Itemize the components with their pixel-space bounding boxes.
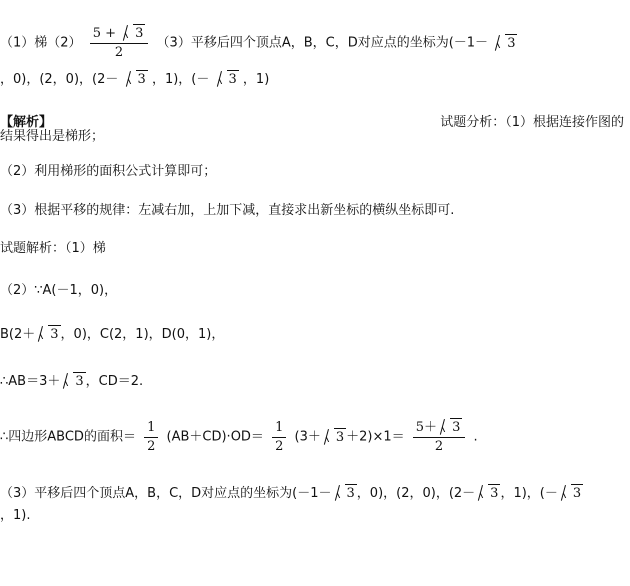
sqrt-3: 3 bbox=[62, 372, 85, 391]
sqrt-3: 3 bbox=[37, 325, 60, 344]
sqrt-3: 3 bbox=[216, 70, 239, 89]
sqrt-3: 3 bbox=[560, 484, 583, 503]
fraction-one-half: $\frac{1}{2}$ bbox=[144, 419, 158, 456]
answer-part-3: （3）平移后四个顶点A，B，C，D对应点的坐标为(－1－ bbox=[156, 35, 489, 51]
answer-part-1: （1）梯（2） bbox=[0, 35, 82, 51]
fraction-5-plus-sqrt3-over-2: 5 + 3 2 bbox=[90, 24, 149, 62]
solution-line-4: ∴AB＝3＋ 3 ，CD＝2. bbox=[0, 374, 144, 389]
solution-header: 试题解析：（1）梯 bbox=[0, 241, 106, 256]
analysis-step-3: （3）根据平移的规律：左减右加，上加下减，直接求出新坐标的横纵坐标即可. bbox=[0, 203, 455, 218]
solution-line-6: （3）平移后四个顶点A，B，C，D对应点的坐标为(－1－ 3 ，0)，(2，0)，(2－ 3 ，1)，(－ 3 bbox=[0, 486, 582, 501]
sqrt-3: 3 bbox=[494, 34, 517, 53]
fraction-area-result: 5＋ 3 2 bbox=[413, 418, 466, 456]
analysis-header: 【解析】 bbox=[0, 115, 53, 130]
analysis-step-2: （2）利用梯形的面积公式计算即可； bbox=[0, 164, 217, 179]
solution-line-7: ，1). bbox=[0, 508, 31, 523]
answer-line-1 bbox=[0, 24, 517, 62]
analysis-continuation: 结果得出是梯形； bbox=[0, 129, 105, 144]
sqrt-3: 3 bbox=[334, 484, 357, 503]
solution-line-5: ∴四边形ABCD的面积＝ $\frac{1}{2}$ (AB＋CD)·OD＝ $\frac{1}{2}$ (3＋ 3 ＋2)×1＝ 5＋ 3 2 . bbox=[0, 419, 478, 454]
solution-line-3: B(2＋ 3 ，0)，C(2，1)，D(0，1)， bbox=[0, 327, 225, 342]
sqrt-3: 3 bbox=[323, 428, 346, 447]
answer-line-2: ，0)，(2，0)，(2－ 3 ，1)，(－ 3 ，1) bbox=[0, 72, 270, 87]
sqrt-3: 3 bbox=[125, 70, 148, 89]
solution-line-2: （2）∵A(－1，0)， bbox=[0, 283, 118, 298]
sqrt-3: 3 bbox=[477, 484, 500, 503]
fraction-one-half: $\frac{1}{2}$ bbox=[272, 419, 286, 456]
analysis-intro: 试题分析：（1）根据连接作图的 bbox=[440, 115, 624, 130]
